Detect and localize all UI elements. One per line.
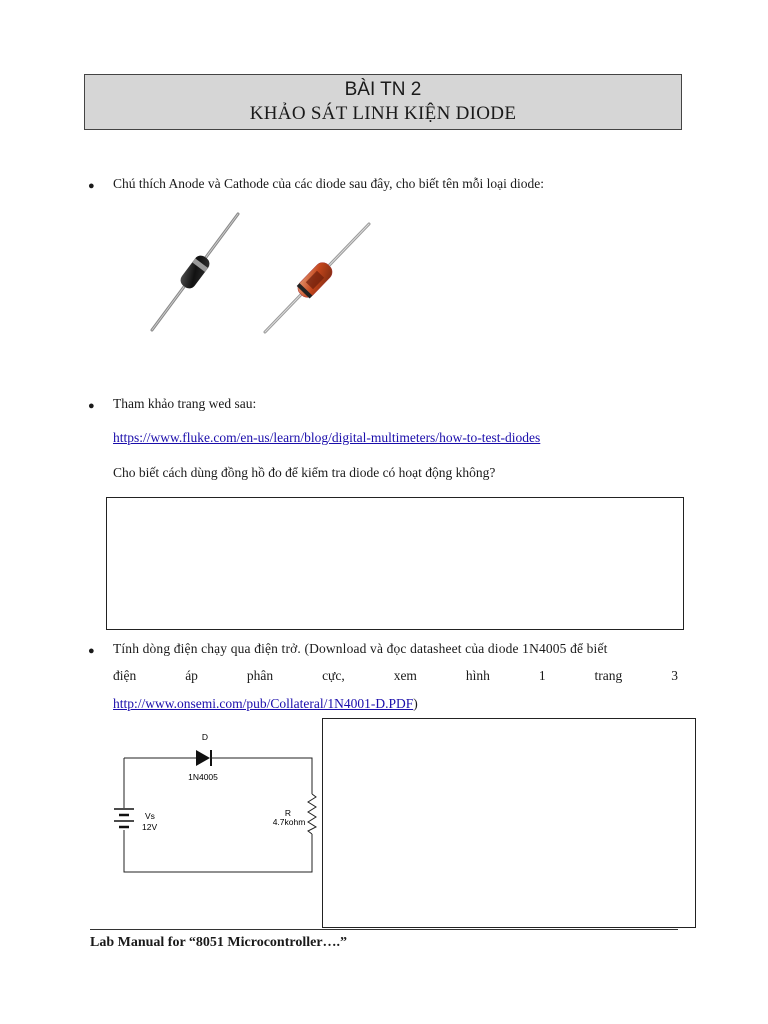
multimeter-question: Cho biết cách dùng đồng hồ đo để kiểm tra diode có hoạt động không? — [113, 465, 496, 480]
diode-label: D — [201, 732, 209, 742]
bullet-icon: ● — [88, 400, 95, 412]
diode-part-number: 1N4005 — [188, 772, 218, 782]
lab-title: KHẢO SÁT LINH KIỆN DIODE — [249, 103, 517, 124]
footer-divider — [90, 929, 678, 930]
diode-photo-black — [138, 208, 248, 338]
current-instruction-line2: điện áp phân cực, xem hình 1 trang 3 — [113, 668, 678, 683]
fluke-link[interactable]: https://www.fluke.com/en-us/learn/blog/digital-multimeters/how-to-test-diodes — [113, 430, 541, 445]
datasheet-link-line: http://www.onsemi.com/pub/Collateral/1N4001-D.PDF) — [113, 696, 418, 711]
resistor-label: R — [284, 808, 292, 818]
bullet-icon: ● — [88, 645, 95, 657]
instruction-diode-labels: Chú thích Anode và Cathode của các diode sau đây, cho biết tên mỗi loại diode: — [113, 176, 545, 191]
resistor-value: 4.7kohm — [272, 817, 306, 827]
footer-text: Lab Manual for “8051 Microcontroller….” — [90, 935, 348, 950]
reference-intro: Tham khảo trang wed sau: — [113, 396, 257, 411]
diode-symbol — [196, 750, 214, 766]
source-label: Vs — [145, 811, 155, 821]
answer-box-current[interactable] — [322, 718, 696, 928]
resistor-symbol — [308, 794, 316, 834]
circuit-diagram — [100, 722, 322, 878]
lab-number: BÀI TN 2 — [344, 79, 422, 100]
diode-photo-glass — [255, 218, 375, 340]
answer-box-multimeter[interactable] — [106, 497, 684, 630]
bullet-icon: ● — [88, 180, 95, 192]
title-box — [84, 74, 682, 130]
current-instruction-line1: Tính dòng điện chạy qua điện trở. (Download và đọc datasheet của diode 1N4005 để biết — [113, 641, 608, 656]
source-value: 12V — [142, 822, 158, 832]
battery-symbol — [114, 809, 134, 827]
onsemi-link[interactable]: http://www.onsemi.com/pub/Collateral/1N4001-D.PDF — [113, 696, 414, 711]
